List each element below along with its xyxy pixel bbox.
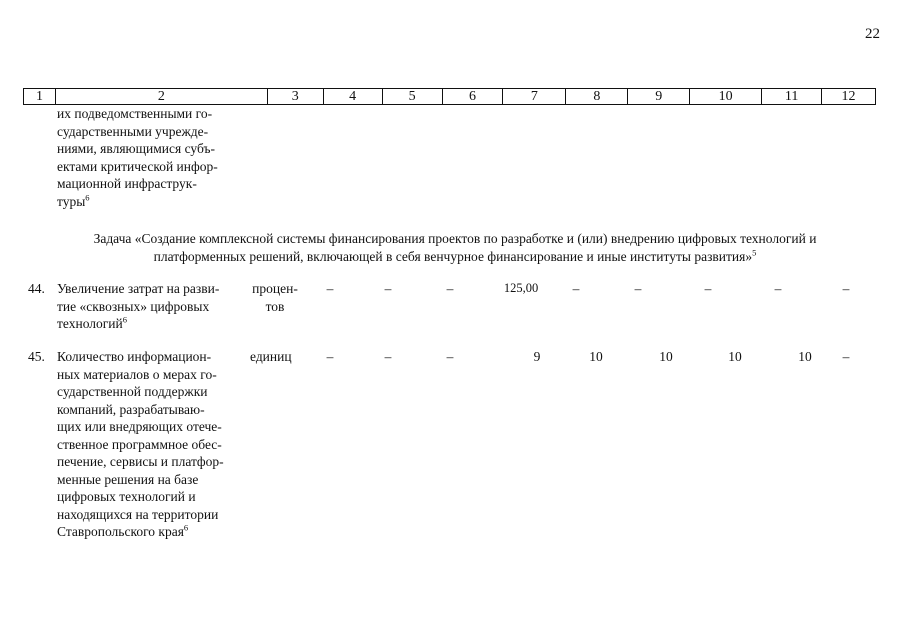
text-line-last — [57, 193, 240, 211]
value-cell: – — [326, 281, 334, 296]
text-line: их подведомственными го- — [57, 106, 213, 121]
value-cell: – — [384, 281, 392, 296]
task-heading-line-1: Задача «Создание комплексной системы финансирования проектов по разработке и (или) внедрению цифровых технологий и — [93, 231, 817, 246]
footnote-ref: 6 — [183, 522, 189, 533]
column-header-1: 1 — [24, 89, 56, 104]
text-line: ственное программное обес- — [57, 436, 222, 452]
value-cell: – — [842, 349, 850, 364]
task-heading-text: платформенных решений, включающей в себя венчурное финансирование и иные институты развития» — [153, 249, 753, 264]
text-line: цифровых технологий и — [57, 489, 196, 504]
unit-line: тов — [265, 298, 285, 314]
column-header-4: 4 — [324, 89, 383, 104]
value-cell: 10 — [589, 349, 603, 364]
text-line: сударственными учрежде- — [57, 123, 209, 139]
unit-line: процен- — [252, 281, 298, 296]
row-indicator-text — [57, 280, 240, 333]
unit-line: единиц — [250, 349, 292, 364]
column-header-2: 2 — [56, 89, 268, 104]
value-cell: 10 — [659, 349, 673, 364]
footnote-ref: 6 — [122, 314, 127, 325]
row-number: 45. — [28, 349, 45, 364]
value-cell: – — [326, 349, 334, 364]
value-cell: – — [774, 281, 782, 296]
text-line-last — [57, 523, 240, 541]
value-cell: – — [634, 281, 642, 296]
text-line: ных материалов о мерах го- — [57, 366, 217, 382]
column-header-3: 3 — [268, 89, 324, 104]
text-line-last — [57, 315, 240, 333]
value-cell: – — [704, 281, 712, 296]
column-header-6: 6 — [443, 89, 504, 104]
footnote-ref: 6 — [85, 192, 90, 202]
row-indicator-text — [57, 348, 240, 541]
value-cell: 10 — [798, 349, 812, 364]
row-number: 44. — [28, 281, 45, 296]
text-line: сударственной поддержки — [57, 384, 208, 399]
text-line: ниями, являющимися субъ- — [57, 141, 215, 156]
text-line: Количество информацион- — [57, 349, 212, 364]
text-line: менные решения на базе — [57, 471, 199, 487]
value-cell: 10 — [728, 349, 742, 364]
text-line: компаний, разрабатываю- — [57, 401, 205, 417]
text-line: технологий — [57, 316, 123, 331]
text-line: печение, сервисы и платфор- — [57, 454, 224, 469]
column-header-10: 10 — [690, 89, 762, 104]
task-heading — [40, 230, 870, 266]
text-line: туры — [57, 193, 86, 209]
text-line: ектами критической инфор- — [57, 158, 218, 174]
value-cell: – — [446, 281, 454, 296]
row-unit — [250, 348, 304, 366]
text-line: находящихся на территории — [57, 506, 219, 522]
continued-row-text — [57, 105, 240, 210]
footnote-ref: 5 — [752, 247, 757, 258]
column-header-7: 7 — [503, 89, 566, 104]
value-cell: – — [446, 349, 454, 364]
page-number: 22 — [865, 26, 880, 42]
value-cell: 125,00 — [503, 281, 539, 295]
text-line: щих или внедряющих отече- — [57, 419, 222, 434]
value-cell: 9 — [533, 349, 541, 364]
column-header-5: 5 — [383, 89, 443, 104]
text-line: мационной инфраструк- — [57, 176, 197, 191]
column-header-9: 9 — [628, 89, 690, 104]
text-line: тие «сквозных» цифровых — [57, 298, 210, 314]
text-line: Ставропольского края — [57, 524, 184, 539]
task-heading-line-2 — [40, 248, 870, 266]
column-header-12: 12 — [822, 89, 876, 104]
value-cell: – — [572, 281, 580, 296]
value-cell: – — [384, 349, 392, 364]
value-cell: – — [842, 281, 850, 296]
column-header-8: 8 — [566, 89, 628, 104]
text-line: Увеличение затрат на разви- — [57, 281, 220, 296]
column-header-11: 11 — [762, 89, 822, 104]
row-unit — [248, 280, 302, 315]
column-number-header — [23, 88, 876, 105]
